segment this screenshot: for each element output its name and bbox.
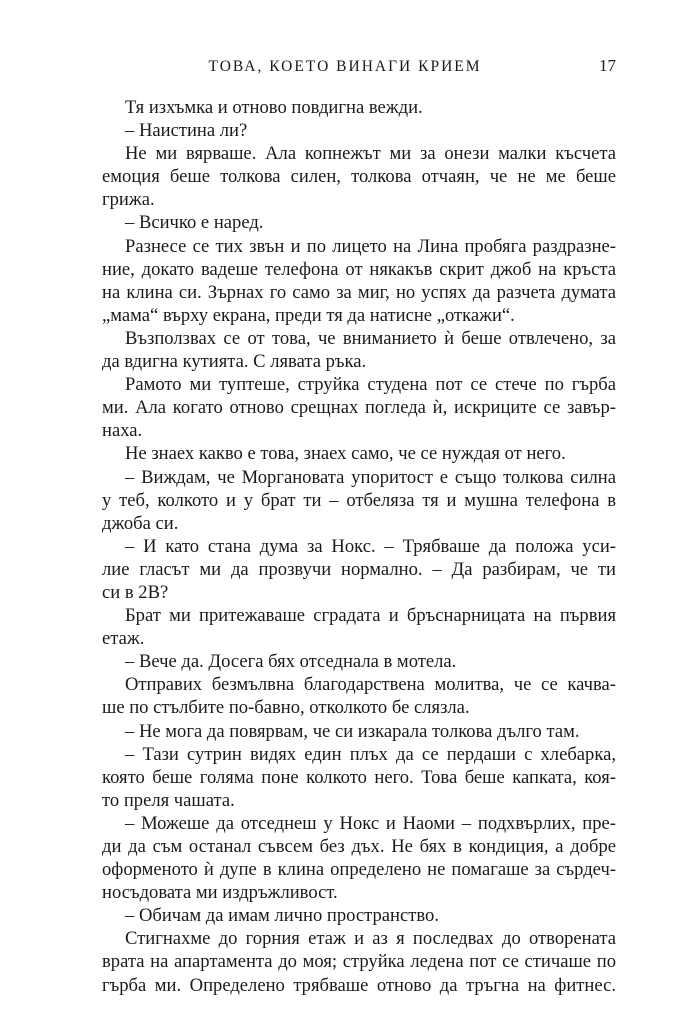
text-line: да вдигна кутията. С лявата ръка. bbox=[102, 351, 367, 373]
text-line: джоба си. bbox=[102, 512, 179, 534]
text-line: у теб, колкото и у брат ти – отбеляза тя и мушна телефона в bbox=[102, 489, 616, 511]
text-line: Тя изхъмка и отново повдигна вежди. bbox=[125, 97, 423, 118]
running-header bbox=[96, 56, 616, 82]
text-line: ми. Ала когато отново срещнах погледа ѝ, искриците се завър- bbox=[102, 397, 616, 419]
text-line: гърба ми. Определено трябваше отново да тръгна на фитнес. bbox=[102, 974, 616, 996]
text-line: Не ми вярваше. Ала копнежът ми за онези малки късчета bbox=[125, 143, 616, 165]
text-line: то преля чашата. bbox=[102, 789, 235, 811]
text-line: – Не мога да повярвам, че си изкарала толкова дълго там. bbox=[125, 720, 580, 742]
text-line: си в 2В? bbox=[102, 581, 169, 603]
text-line: която беше голяма поне колкото него. Това беше капката, коя- bbox=[102, 766, 616, 788]
text-line: Отправих безмълвна благодарствена молитва, че се качва- bbox=[125, 674, 616, 696]
text-line: Разнесе се тих звън и по лицето на Лина пробяга раздразне- bbox=[125, 235, 616, 257]
text-line: – Всичко е наред. bbox=[125, 212, 264, 234]
text-line: – Обичам да имам лично пространство. bbox=[125, 905, 439, 927]
text-line: – Тази сутрин видях един плъх да се пердаши с хлебарка, bbox=[125, 743, 616, 765]
text-line: оформеното ѝ дупе в клина определено не помагаше за сърдеч- bbox=[102, 859, 616, 881]
text-line: – Виждам, че Моргановата упоритост е също толкова силна bbox=[125, 466, 616, 488]
text-line: емоция беше толкова силен, толкова отчаян, че не ме беше bbox=[102, 166, 616, 188]
text-line: ше по стълбите по-бавно, отколкото бе слязла. bbox=[102, 697, 470, 719]
text-line: ди да съм останал съвсем без дъх. Не бях в кондиция, а добре bbox=[102, 836, 616, 857]
text-line: – И като стана дума за Нокс. – Трябваше да положа уси- bbox=[125, 535, 616, 557]
text-line: наха. bbox=[102, 420, 143, 442]
text-line: „мама“ върху екрана, преди тя да натисне „откажи“. bbox=[102, 304, 515, 326]
text-line: – Наистина ли? bbox=[125, 120, 248, 142]
text-line: – Можеше да отседнеш у Нокс и Наоми – подхвърлих, пре- bbox=[125, 812, 616, 834]
page-number: 17 bbox=[599, 56, 616, 75]
text-line: ние, докато вадеше телефона от някакъв скрит джоб на кръста bbox=[102, 258, 616, 280]
body-text bbox=[102, 96, 616, 996]
text-line: Брат ми притежаваше сградата и бръснарницата на първия bbox=[125, 605, 616, 627]
text-line: Не знаех какво е това, знаех само, че се нуждая от него. bbox=[125, 443, 566, 465]
text-line: на клина си. Зърнах го само за миг, но успях да разчета думата bbox=[102, 281, 616, 303]
text-line: Стигнахме до горния етаж и аз я последвах до отворената bbox=[125, 928, 616, 950]
text-line: Възползвах се от това, че вниманието ѝ беше отвлечено, за bbox=[125, 327, 616, 349]
text-line: – Вече да. Досега бях отседнала в мотела. bbox=[125, 651, 457, 673]
text-line: Рамото ми туптеше, струйка студена пот се стече по гърба bbox=[125, 374, 616, 396]
text-line: носъдовата ми издръжливост. bbox=[102, 882, 338, 904]
text-line: етаж. bbox=[102, 628, 145, 650]
text-line: врата на апартамента до моя; струйка ледена пот се стичаше по bbox=[102, 951, 616, 973]
text-line: грижа. bbox=[102, 189, 155, 211]
text-line: лие гласът ми да прозвучи нормално. – Да разбирам, че ти bbox=[102, 558, 616, 580]
running-title: ТОВА, КОЕТО ВИНАГИ КРИЕМ bbox=[208, 58, 482, 75]
